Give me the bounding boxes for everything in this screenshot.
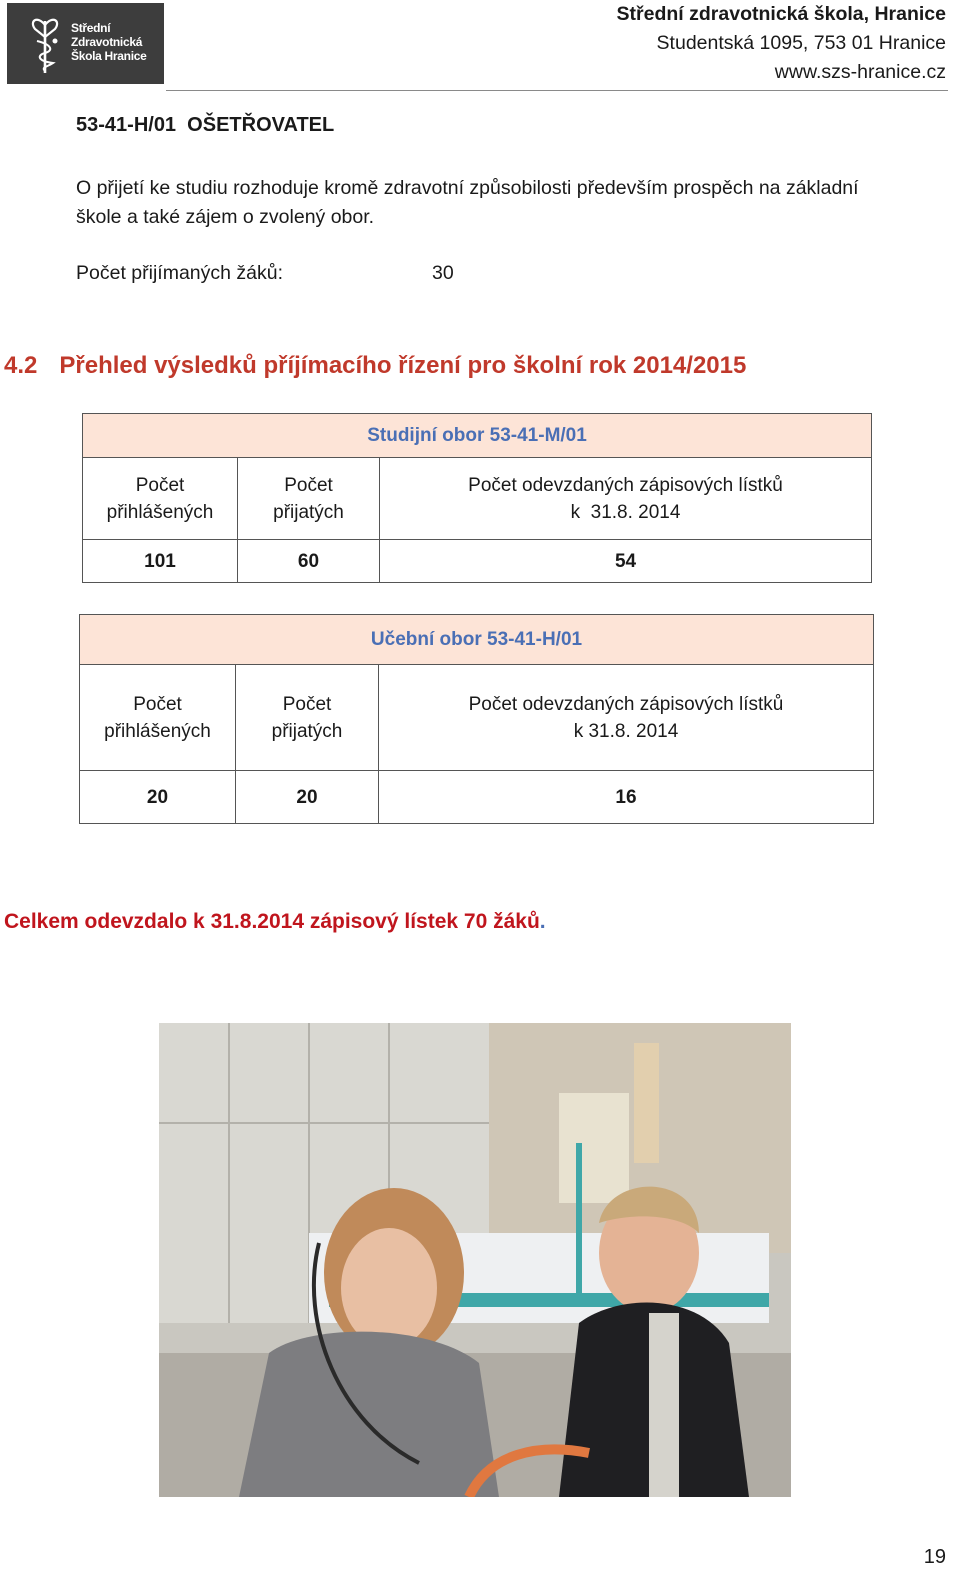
- header-line: k 31.8. 2014: [573, 720, 679, 742]
- total-summary: [4, 910, 546, 934]
- value-accepted: 60: [238, 540, 380, 583]
- section-number: 4.2: [4, 352, 38, 379]
- table-heading: Učební obor 53-41-H/01: [80, 615, 874, 665]
- value-registered: 101: [83, 540, 238, 583]
- header-line: přijatých: [273, 501, 344, 523]
- total-dot: .: [539, 910, 546, 933]
- header-divider: [166, 90, 948, 91]
- results-table-ucebni: [79, 614, 874, 824]
- header-line: k 31.8. 2014: [570, 501, 681, 523]
- logo-line: Škola Hranice: [71, 49, 147, 63]
- col-header-accepted: [236, 665, 379, 771]
- value-submitted: 16: [379, 771, 874, 824]
- col-header-registered: [83, 458, 238, 540]
- col-header-submitted: [379, 665, 874, 771]
- admitted-count-value: 30: [432, 262, 454, 284]
- col-header-accepted: [238, 458, 380, 540]
- header-line: Počet: [282, 693, 332, 715]
- school-address: Studentská 1095, 753 01 Hranice: [656, 32, 946, 54]
- header-line: Počet: [133, 693, 182, 715]
- admitted-count-label: Počet přijímaných žáků:: [76, 262, 284, 284]
- logo-text: [71, 21, 146, 63]
- header-line: Počet: [135, 474, 185, 496]
- header-line: Počet odevzdaných zápisových lístků: [468, 693, 784, 715]
- program-title: 53-41-H/01 OŠETŘOVATEL: [76, 114, 335, 136]
- logo-line: Zdravotnická: [71, 35, 143, 49]
- school-name: Střední zdravotnická škola, Hranice: [616, 3, 946, 25]
- total-text: Celkem odevzdalo k 31.8.2014 zápisový lístek 70 žáků: [4, 910, 540, 933]
- col-header-submitted: [380, 458, 872, 540]
- school-logo: [7, 3, 164, 84]
- results-table-studijni: [82, 413, 872, 583]
- header-line: Počet odevzdaných zápisových lístků: [468, 474, 783, 496]
- school-website[interactable]: www.szs-hranice.cz: [774, 61, 946, 83]
- section-heading: [4, 352, 746, 380]
- section-title: Přehled výsledků příjímacího řízení pro školní rok 2014/2015: [59, 352, 747, 379]
- header-line: Počet: [284, 474, 333, 496]
- caduceus-heart-icon: [27, 11, 63, 75]
- header-line: přihlášených: [104, 720, 211, 742]
- table-heading: Studijní obor 53-41-M/01: [83, 414, 872, 458]
- page-number: 19: [923, 1546, 946, 1568]
- logo-line: Střední: [71, 21, 111, 35]
- header-line: přijatých: [271, 720, 343, 742]
- col-header-registered: [80, 665, 236, 771]
- value-accepted: 20: [236, 771, 379, 824]
- classroom-photo: [159, 1023, 791, 1497]
- header-contact: [617, 0, 946, 87]
- value-registered: 20: [80, 771, 236, 824]
- admission-paragraph: O přijetí ke studiu rozhoduje kromě zdravotní způsobilosti především prospěch na základní škole a také zájem o zvolený obor.: [76, 177, 859, 228]
- header-line: přihlášených: [106, 501, 214, 523]
- value-submitted: 54: [380, 540, 872, 583]
